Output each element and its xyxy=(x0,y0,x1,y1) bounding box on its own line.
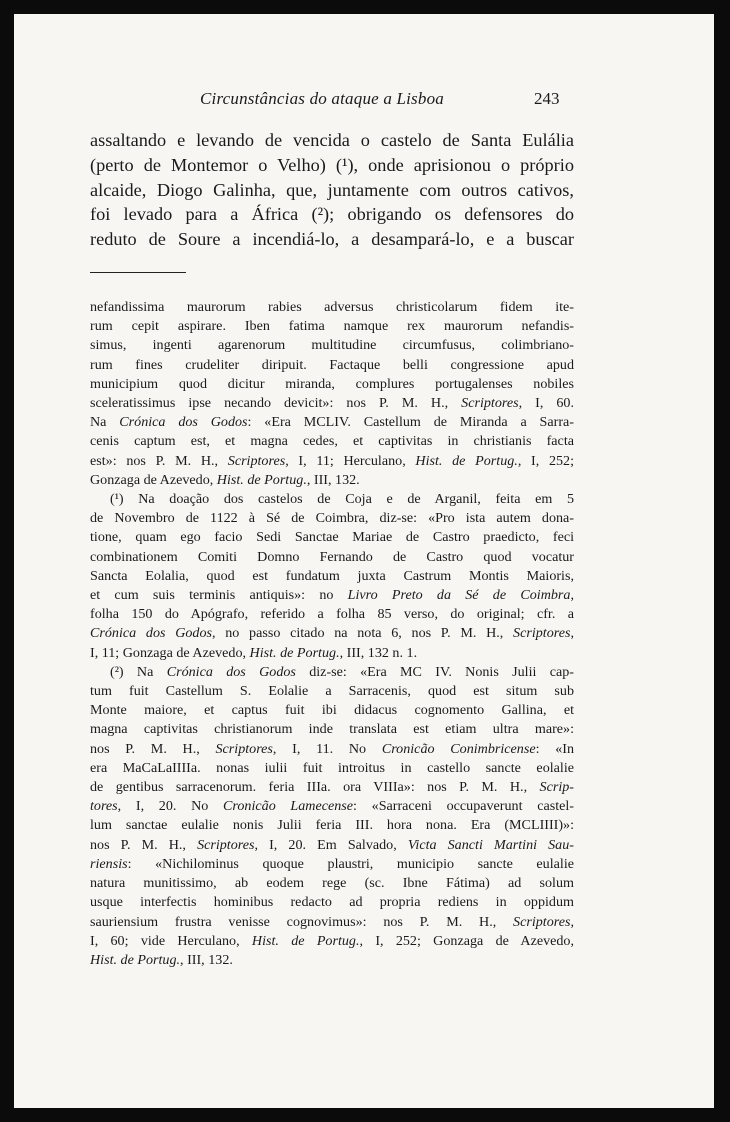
note-line: municipium quod dicitur miranda, complures portugalenses nobiles xyxy=(90,375,574,392)
note-text: est»: nos P. M. H., xyxy=(90,452,228,469)
citation-title: Hist. de Portug. xyxy=(251,932,360,949)
note-line: natura munitissimo, ab eodem rege (sc. Ibne Fátima) ad solum xyxy=(90,875,574,892)
note-text: , xyxy=(570,913,574,930)
text-line: (perto de Montemor o Velho) (¹), onde aprisionou o próprio xyxy=(90,154,574,175)
citation-title: Hist. de Portug. xyxy=(90,951,181,968)
note-text: , xyxy=(570,587,574,604)
citation-title: Scriptores xyxy=(513,913,571,930)
citation-title: Cronicão Conimbricense xyxy=(381,740,536,757)
note-line: rum fines crudeliter diripuit. Factaque belli congressione apud xyxy=(90,356,574,373)
note-text: , I, 60. xyxy=(518,395,574,412)
note-text: de gentibus sarracenorum. feria IIIa. ora VIIIa»: nos P. M. H., xyxy=(90,779,540,796)
note-text: (²) Na xyxy=(110,663,167,680)
note-text: nos P. M. H., xyxy=(90,740,216,757)
note-line xyxy=(90,586,574,605)
note-text: : «Nichilominus quoque plaustri, municipio sancte eulalie xyxy=(127,855,574,872)
note-text: , xyxy=(570,625,574,642)
note-text: , no passo citado na nota 6, nos P. M. H., xyxy=(212,625,514,642)
citation-title: Scriptores xyxy=(513,625,571,642)
note-line: tum fuit Castellum S. Eolalie a Sarracenis, quod est situm sub xyxy=(90,683,574,700)
note-line: cenis captum est, et magna cedes, et captivitas in christianis facta xyxy=(90,433,574,450)
note-text: : «Era MCLIV. Castellum de Miranda a Sarra- xyxy=(247,414,574,431)
note-line xyxy=(90,624,574,643)
footnote-2-start xyxy=(90,663,574,682)
note-text: , I, 252; Gonzaga de Azevedo, xyxy=(359,932,574,949)
note-line xyxy=(90,740,574,759)
note-line: era MaCaLaIIIIa. nonas iulii fuit introitus in castello sancte eolalie xyxy=(90,759,574,776)
citation-title: Hist. de Portug. xyxy=(216,471,307,488)
note-text: Gonzaga de Azevedo, xyxy=(90,471,217,488)
running-title: Circunstâncias do ataque a Lisboa xyxy=(200,89,444,108)
citation-title: Scrip- xyxy=(539,779,574,796)
note-text: , I, 11; Herculano, xyxy=(285,452,416,469)
text-line: assaltando e levando de vencida o castelo de Santa Eulália xyxy=(90,130,574,150)
citation-title: Hist. de Portug. xyxy=(415,452,518,469)
citation-title: Scriptores xyxy=(215,740,273,757)
note-line: folha 150 do Apógrafo, referido a folha 85 verso, do original; cfr. a xyxy=(90,606,574,623)
note-line xyxy=(90,836,574,855)
note-text: : «In xyxy=(535,740,574,757)
note-text: diz-se: «Era MC IV. Nonis Julii cap- xyxy=(295,663,574,680)
note-line xyxy=(90,913,574,932)
citation-title: Scriptores xyxy=(227,452,286,469)
page-number: 243 xyxy=(534,89,560,108)
text-line: alcaide, Diogo Galinha, que, juntamente com outros cativos, xyxy=(90,179,574,200)
footnote-separator xyxy=(90,272,186,273)
citation-title: Livro Preto da Sé de Coimbra xyxy=(347,587,571,604)
note-line xyxy=(90,644,574,663)
citation-title: Crónica dos Godos xyxy=(90,625,213,642)
note-line: tione, quam ego facio Sedi Sanctae Mariae de Castro praedicto, feci xyxy=(90,529,574,546)
note-line xyxy=(90,778,574,797)
citation-title: Scriptores xyxy=(461,395,519,412)
note-text: et cum suis terminis antiquis»: no xyxy=(90,587,348,604)
note-line: rum cepit aspirare. Iben fatima namque rex maurorum nefandis- xyxy=(90,318,574,335)
note-line: usque interfectis hominibus redacto ad propria rediens in oppidum xyxy=(90,894,574,911)
citation-title: Scriptores xyxy=(197,836,255,853)
note-line xyxy=(90,394,574,413)
note-line xyxy=(90,855,574,874)
note-text: Na xyxy=(90,414,120,431)
note-line: nefandissima maurorum rabies adversus christicolarum fidem ite- xyxy=(90,299,574,315)
note-text: : «Sarraceni occupaverunt castel- xyxy=(353,798,574,815)
citation-title: Victa Sancti Martini Sau- xyxy=(407,836,574,853)
note-line xyxy=(90,413,574,432)
note-text: , I, 20. No xyxy=(117,798,224,815)
book-page xyxy=(14,14,714,1108)
citation-title: Crónica dos Godos xyxy=(166,663,296,680)
text-line: reduto de Soure a incendiá-lo, a desampará-lo, e a buscar xyxy=(90,229,574,250)
note-line xyxy=(90,471,574,490)
page-header xyxy=(14,84,714,114)
note-text: , III, 132 n. 1. xyxy=(339,644,418,661)
note-text: I, 60; vide Herculano, xyxy=(90,932,252,949)
note-line: magna captivitas christianorum inde translata est etiam ultra mare»: xyxy=(90,721,574,738)
note-line xyxy=(90,797,574,816)
footnote-1-start: (¹) Na doação dos castelos de Coja e de Arganil, feita em 5 xyxy=(110,491,574,508)
note-line: simus, ingenti agarenorum multitudine circumfusus, colimbriano- xyxy=(90,337,574,354)
footnotes xyxy=(90,298,574,970)
note-text: I, 11; Gonzaga de Azevedo, xyxy=(90,644,250,661)
note-line: Monte maiore, et captus fuit ibi didacus cognomento Gallina, et xyxy=(90,702,574,719)
note-line xyxy=(90,932,574,951)
note-text: , I, 20. Em Salvado, xyxy=(254,836,408,853)
citation-title: riensis xyxy=(90,855,128,872)
citation-title: Crónica dos Godos xyxy=(119,414,248,431)
note-line xyxy=(90,951,574,970)
note-text: , I, 252; xyxy=(517,452,574,469)
text-line: foi levado para a África (²); obrigando os defensores do xyxy=(90,204,574,225)
note-line: combinationem Comiti Domno Fernando de Castro quod vocatur xyxy=(90,548,574,565)
note-line: lum sanctae eulalie nonis Julii feria III. hora nona. Era (MCLIIII)»: xyxy=(90,817,574,834)
note-line: Sancta Eolalia, quod est fundatum juxta Castrum Montis Maioris, xyxy=(90,567,574,584)
citation-title: Cronicão Lamecense xyxy=(223,798,354,815)
note-line xyxy=(90,452,574,471)
note-text: sauriensium frustra venisse cognovimus»: nos P. M. H., xyxy=(90,913,514,930)
note-line: de Novembro de 1122 à Sé de Coimbra, diz-se: «Pro ista autem dona- xyxy=(90,510,574,527)
note-text: , III, 132. xyxy=(306,471,360,488)
citation-title: Hist. de Portug. xyxy=(249,644,340,661)
citation-title: tores xyxy=(90,798,118,815)
note-text: , III, 132. xyxy=(180,951,233,968)
note-text: , I, 11. No xyxy=(272,740,382,757)
note-text: sceleratissimus ipse necando devicit»: nos P. M. H., xyxy=(90,395,462,412)
note-text: nos P. M. H., xyxy=(90,836,198,853)
main-text xyxy=(90,128,574,252)
